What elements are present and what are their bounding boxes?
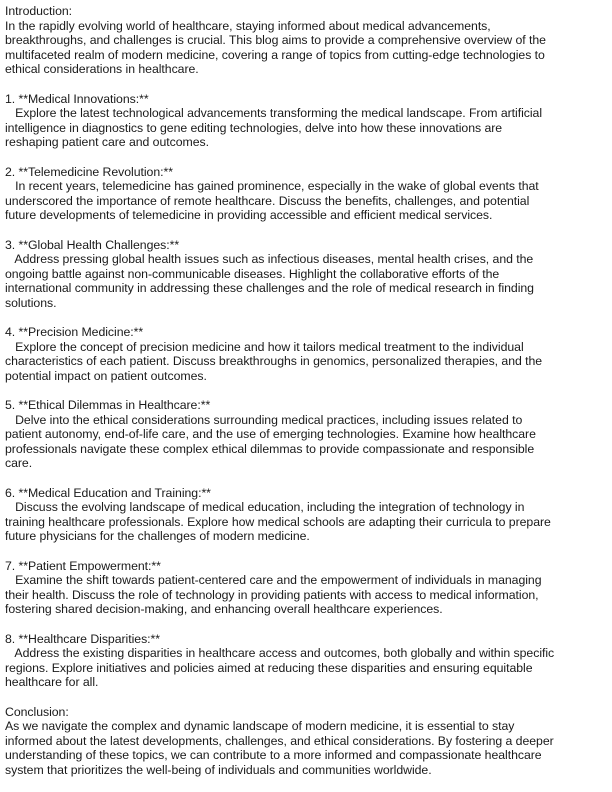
paragraph-line: In the rapidly evolving world of healthcare, staying informed about medical advancements, [5,18,491,33]
paragraph-line: Discuss the evolving landscape of medical education, including the integration of technology in [5,500,525,515]
paragraph-line: fostering shared decision-making, and enhancing overall healthcare experiences. [5,602,443,617]
document-section [5,92,610,150]
section-heading: 8. **Healthcare Disparities:** [5,631,161,646]
document-section [5,325,610,383]
paragraph-line: Explore the concept of precision medicine and how it tailors medical treatment to the individual [5,339,524,354]
section-heading: 1. **Medical Innovations:** [5,91,149,106]
paragraph-line: understanding of these topics, we can contribute to a more informed and compassionate healthcare [5,748,542,763]
document-section [5,398,610,471]
paragraph-line: underscored the importance of remote healthcare. Discuss the benefits, challenges, and potential [5,193,530,208]
paragraph-line: their health. Discuss the role of technology in providing patients with access to medical information, [5,587,539,602]
paragraph-line: system that prioritizes the well-being of individuals and communities worldwide. [5,762,432,777]
document-section [5,632,610,690]
paragraph-line: characteristics of each patient. Discuss breakthroughs in genomics, personalized therapies, and the [5,354,543,369]
document-body [5,4,610,792]
section-heading: 5. **Ethical Dilemmas in Healthcare:** [5,398,211,413]
paragraph-line: healthcare for all. [5,675,99,690]
paragraph-line: patient autonomy, end-of-life care, and the use of emerging technologies. Examine how healthcare [5,427,536,442]
paragraph-line: reshaping patient care and outcomes. [5,135,209,150]
paragraph-line: future physicians for the challenges of modern medicine. [5,529,310,544]
paragraph-line: In recent years, telemedicine has gained prominence, especially in the wake of global events that [5,179,539,194]
paragraph-line: regions. Explore initiatives and policies aimed at reducing these disparities and ensuring equitable [5,660,533,675]
paragraph-line: breakthroughs, and challenges is crucial. This blog aims to provide a comprehensive overview of the [5,33,546,48]
document-section [5,4,610,77]
section-heading: 3. **Global Health Challenges:** [5,237,180,252]
paragraph-line: care. [5,456,33,471]
paragraph-line: ethical considerations in healthcare. [5,62,199,77]
paragraph-line: professionals navigate these complex ethical dilemmas to provide compassionate and responsible [5,441,535,456]
paragraph-line: Delve into the ethical considerations surrounding medical practices, including issues related to [5,412,523,427]
paragraph-line: potential impact on patient outcomes. [5,368,207,383]
section-heading: Introduction: [5,4,73,18]
paragraph-line: ongoing battle against non-communicable diseases. Highlight the collaborative efforts of the [5,266,500,281]
document-section [5,486,610,544]
paragraph-line: international community in addressing these challenges and the role of medical research in finding [5,281,534,296]
section-heading: 2. **Telemedicine Revolution:** [5,164,173,179]
section-heading: 7. **Patient Empowerment:** [5,558,161,573]
document-section [5,705,610,778]
document-section [5,238,610,311]
paragraph-line: intelligence in diagnostics to gene editing technologies, delve into how these innovations are [5,120,503,135]
paragraph-line: Examine the shift towards patient-centered care and the empowerment of individuals in managing [5,573,542,588]
document-section [5,165,610,223]
paragraph-line: Explore the latest technological advancements transforming the medical landscape. From artificial [5,106,543,121]
paragraph-line: As we navigate the complex and dynamic landscape of modern medicine, it is essential to stay [5,719,515,734]
document-section [5,559,610,617]
paragraph-line: future developments of telemedicine in providing accessible and efficient medical services. [5,208,493,223]
paragraph-line: multifaceted realm of modern medicine, covering a range of topics from cutting-edge technologies to [5,47,545,62]
section-heading: Conclusion: [5,704,69,719]
section-heading: 6. **Medical Education and Training:** [5,485,211,500]
paragraph-line: solutions. [5,295,57,310]
paragraph-line: Address the existing disparities in healthcare access and outcomes, both globally and within specific [5,646,555,661]
paragraph-line: Address pressing global health issues such as infectious diseases, mental health crises, and the [5,252,534,267]
paragraph-line: training healthcare professionals. Explore how medical schools are adapting their curricula to prepare [5,514,551,529]
paragraph-line: informed about the latest developments, challenges, and ethical considerations. By fostering a deeper [5,733,554,748]
section-heading: 4. **Precision Medicine:** [5,325,144,340]
